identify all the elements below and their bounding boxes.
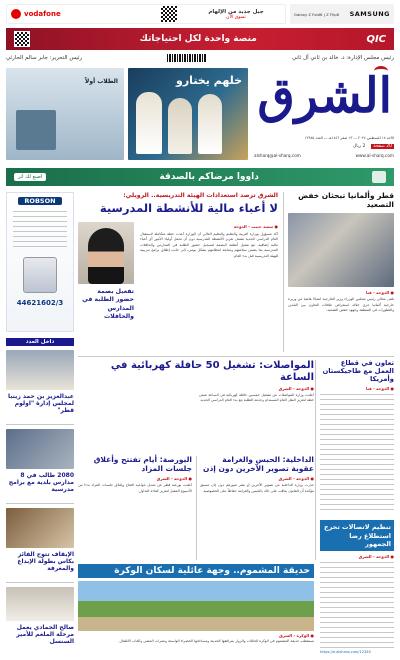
masthead-logo-block: [254, 66, 394, 164]
labor-headline: تعاون في قطاع العمل مع طاجيكستان وأمريكا: [322, 359, 394, 383]
transport-headline: المواصلات: تشغيل 50 حافلة كهربائية في الساعة: [110, 360, 314, 383]
paint-can-graphic: [23, 257, 57, 293]
robson-ad[interactable]: [6, 192, 74, 332]
editor-name: رئيس التحرير: جابر سالم الحارثي: [6, 55, 83, 61]
sidebar-item-photo: [6, 508, 74, 548]
right-column: [320, 360, 394, 654]
sidebar-item-title: الإيقاف تتوج الفائز بكاس بطولة الإبداع والمعرفة: [17, 551, 74, 573]
transport-body: أعلنت وزارة المواصلات عن تشغيل خمسين حافلة كهربائية في الساعة ضمن خطة لتعزيز النقل العام المستدام وخدمة الطلبة مع بدء العام الدراسي الجديد.: [199, 393, 314, 403]
robson-phone: 44621602/3: [16, 299, 64, 307]
vodafone-subline: تسوق الآن: [226, 14, 246, 20]
qatar-story: [288, 192, 394, 352]
charity-banner[interactable]: [6, 168, 394, 186]
edition-info: الأحد ١٨ أغسطس ٢٠٢٤ — ١٣ صفر ١٤٤٦هـ — العدد ١٢٩٨٥: [304, 136, 394, 140]
lead-body: أكد مسؤول بوزارة التربية والتعليم والتعليم العالي أن الوزارة أعدت خطة متكاملة لاستقبال العام الدراسي الجديد تشمل تعزيز الأنشطة المدرسية دون أن تحمل أولياء الأمور أي أعباء مالية إضافية، مع تفعيل أنظمة البصمة لتسجيل حضور الطلبة في المدارس والحافلات المدرسية بما يضمن سلامتهم ومتابعة انتظامهم بشكل يومي، إلى جانب إطلاق برامج تدريبية للهيئة التدريسية قبل بدء العام.: [140, 232, 278, 258]
labor-byline: ● الدوحة - قنا: [365, 386, 394, 392]
chairman-name: رئيس مجلس الإدارة: د. خالد بن ثاني آل ثاني: [292, 55, 394, 61]
ad-person-photo: [136, 92, 162, 154]
sidebar-item-title: صالح الحمادي يعمل مرحلة الملغم للأمير السنسل: [16, 624, 74, 646]
ad-person-photo-3: [198, 94, 222, 154]
sidebar-item-photo: [6, 429, 74, 469]
qr-code-icon: [161, 6, 177, 22]
sidebar-divider: [6, 424, 74, 425]
bourse-byline: ● الدوحة - الشرق: [156, 476, 192, 482]
qatar-body: تلقى معالي رئيس مجلس الوزراء وزير الخارجية اتصالاً هاتفياً من وزيرة خارجية ألمانيا جرى خلاله استعراض علاقات التعاون بين البلدين والتطورات في المنطقة وجهود خفض التصعيد.: [288, 297, 394, 313]
qic-logo: QIC: [366, 33, 386, 45]
ad-person-photo-2: [168, 98, 192, 154]
masthead-left-ad[interactable]: [6, 68, 124, 160]
samsung-ad[interactable]: [290, 4, 394, 24]
samsung-product: Galaxy Z Fold6 | Z Flip6: [294, 11, 340, 17]
left-column: [6, 192, 74, 654]
bourse-body: أعلنت بورصة قطر عن تعديل مواعيد افتتاح وإغلاق جلسات المزاد بدءاً من الأسبوع المقبل لتعزيز كفاءة التداول.: [78, 483, 192, 493]
qic-tagline: منصة واحدة لكل احتياجاتك: [139, 34, 257, 44]
vodafone-headline: جيل جديد من الإلهام: [208, 8, 264, 15]
lead-byline: ● سعيد حبيب - الدوحة: [233, 224, 278, 229]
website-link[interactable]: www.al-sharq.com: [355, 153, 394, 158]
issue-price: 2 ريال: [353, 144, 366, 149]
park-byline: ● الوكرة - الشرق: [279, 633, 314, 638]
labor-body-lines: [320, 394, 394, 514]
qatar-byline: ● الدوحة - قنا: [365, 290, 394, 296]
page-count: 20 صفحة: [373, 144, 392, 149]
interior-byline: ● الدوحة - الشرق: [278, 476, 314, 482]
column-divider: [315, 360, 316, 560]
lead-person-photo: [88, 228, 124, 284]
column-divider: [196, 456, 197, 560]
interior-headline: الداخلية: الحبس والغرامة عقوبة تصوير الآخرين دون إذن: [203, 455, 314, 473]
vodafone-logo-icon: [11, 9, 21, 19]
lead-story: [78, 192, 278, 352]
charity-cta-button[interactable]: اصنع لك أثر: [14, 173, 46, 181]
qic-ad[interactable]: [6, 28, 394, 50]
survey-banner: [320, 520, 394, 550]
masthead-mid-ad[interactable]: [128, 68, 248, 160]
sidebar-divider: [6, 503, 74, 504]
sidebar-item-photo: [6, 587, 74, 621]
park-body: تستقطب حديقة المشموم في الوكرة العائلات والزوار بمرافقها الحديثة ومساحاتها الخضراء الواسعة وممرات المشي وألعاب الأطفال.: [118, 639, 314, 643]
section-divider: [78, 356, 394, 357]
robson-ad-lines: [13, 211, 67, 251]
bourse-story: [78, 456, 192, 560]
survey-body-lines: [320, 562, 394, 650]
park-photo: [78, 581, 314, 631]
survey-url[interactable]: https://e.alsharq.com/12345: [320, 649, 371, 654]
transport-story: [78, 360, 314, 452]
charity-logo-icon: [372, 171, 386, 183]
email-link[interactable]: alsharq@al-sharq.com: [254, 153, 301, 158]
robson-logo: ROBSON: [18, 197, 62, 205]
charity-headline: داووا مرضاكم بالصدقة: [159, 172, 259, 182]
park-headline-bar: [78, 564, 314, 578]
qatar-headline: قطر وألمانيا تبحثان خفض التصعيد: [298, 191, 394, 209]
interior-body: حذرت وزارة الداخلية من تصوير الآخرين أو نشر صورهم دون إذن مسبق مؤكدة أن القانون يعاقب على ذلك بالحبس والغرامة حفاظاً على الخصوصية.: [200, 483, 314, 493]
vodafone-wordmark: vodafone: [24, 10, 61, 18]
vodafone-text-group: [191, 9, 281, 20]
sidebar-item-4[interactable]: [6, 587, 74, 647]
samsung-logo: SAMSUNG: [349, 10, 390, 18]
barcode: [167, 54, 207, 62]
sidebar-divider: [6, 582, 74, 583]
survey-byline: ● الدوحة - الشرق: [358, 553, 394, 559]
sidebar-item-title: 2080 طالب في 8 مدارس بلدية مع برامج مدرسية: [8, 472, 74, 494]
sidebar-item-title: عبدالعزيز بن حمد زينبا لمجلس إدارة "اولوم قطر": [7, 393, 74, 415]
sidebar-item-1[interactable]: [6, 350, 74, 420]
vodafone-ad[interactable]: [6, 4, 286, 24]
price-row: [254, 144, 394, 149]
ad-building-graphic: [16, 110, 56, 150]
lead-photo: [78, 222, 134, 284]
sidebar-item-3[interactable]: [6, 508, 74, 578]
inside-issue-label: داخل العدد: [6, 338, 74, 346]
transport-byline: ● الدوحة - الشرق: [278, 386, 314, 391]
sidebar-item-2[interactable]: [6, 429, 74, 499]
qatar-photo: [288, 213, 394, 287]
masthead-info-line: [6, 53, 394, 63]
lead-kicker: الشرق ترصد استعدادات الهيئة التدريسية.. الرويلي:: [123, 192, 278, 199]
contact-row: [254, 153, 394, 158]
survey-headline: تنظيم لاتصالات تحرج استطلاع رضا الجمهور: [323, 523, 391, 548]
column-divider: [283, 192, 284, 352]
sidebar-item-photo: [6, 350, 74, 390]
park-story: [78, 564, 314, 654]
interior-story: [200, 456, 314, 560]
park-headline: حديقة المشموم.. وجهة عائلية لسكان الوكرة: [114, 566, 310, 576]
lead-quote: تفعيل بصمة حضور الطلبة في المدارس والحافلات: [82, 288, 134, 321]
qr-code-icon: [14, 31, 30, 47]
bourse-headline: البورصة: أيام تفتتح وأغلاق جلسات المزاد: [93, 455, 192, 473]
ad-caption: الطلاب أولاً: [84, 78, 118, 85]
lead-headline: لا أعباء مالية للأنشطة المدرسية: [99, 201, 278, 215]
ad-slogan: خلهم يختارو: [176, 74, 242, 87]
newspaper-logo: الشرق: [257, 68, 392, 124]
vodafone-brand: [11, 9, 61, 19]
